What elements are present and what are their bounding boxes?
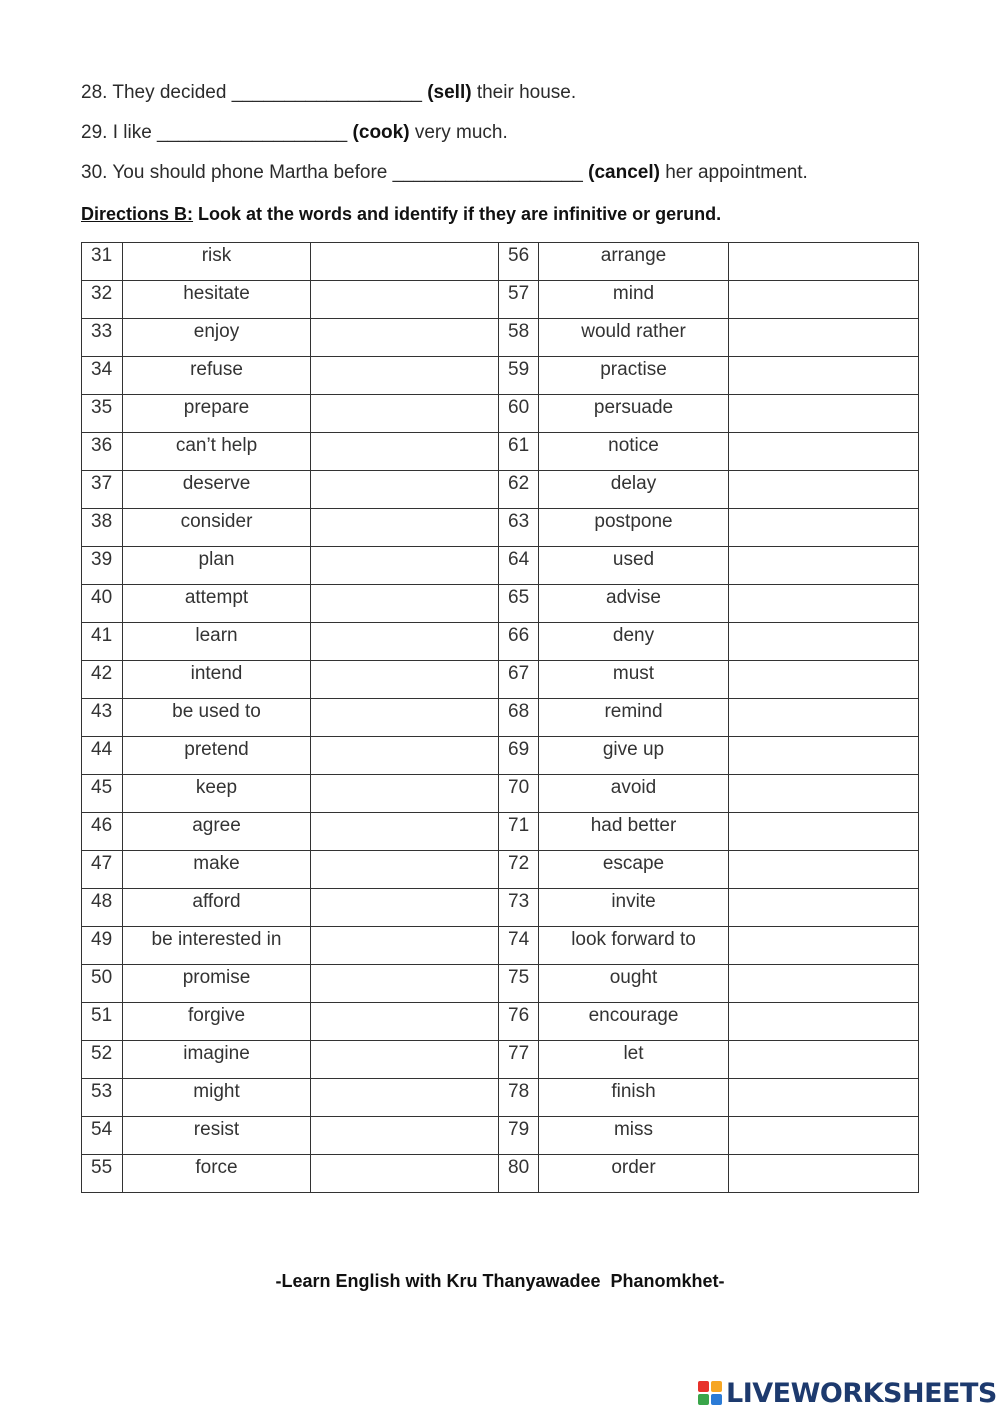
word-cell: would rather [539, 319, 729, 357]
answer-cell[interactable] [729, 243, 919, 281]
word-cell: must [539, 661, 729, 699]
word-cell: escape [539, 851, 729, 889]
word-cell: used [539, 547, 729, 585]
item-number: 65 [499, 585, 539, 623]
table-row [82, 357, 919, 395]
item-number: 38 [82, 509, 123, 547]
liveworksheets-logo-icon [697, 1380, 723, 1406]
item-number: 78 [499, 1079, 539, 1117]
answer-cell[interactable] [311, 509, 499, 547]
answer-cell[interactable] [311, 661, 499, 699]
item-number: 57 [499, 281, 539, 319]
word-cell: mind [539, 281, 729, 319]
answer-cell[interactable] [311, 357, 499, 395]
answer-cell[interactable] [729, 319, 919, 357]
table-row [82, 585, 919, 623]
word-cell: pretend [123, 737, 311, 775]
answer-blank[interactable]: __________________ [392, 162, 583, 183]
item-number: 60 [499, 395, 539, 433]
word-cell: resist [123, 1117, 311, 1155]
answer-cell[interactable] [729, 623, 919, 661]
answer-cell[interactable] [311, 889, 499, 927]
word-cell: finish [539, 1079, 729, 1117]
answer-cell[interactable] [311, 585, 499, 623]
answer-cell[interactable] [311, 851, 499, 889]
item-number: 71 [499, 813, 539, 851]
word-cell: postpone [539, 509, 729, 547]
answer-cell[interactable] [311, 927, 499, 965]
answer-cell[interactable] [729, 1117, 919, 1155]
answer-cell[interactable] [729, 395, 919, 433]
table-row [82, 471, 919, 509]
item-number: 79 [499, 1117, 539, 1155]
item-number: 39 [82, 547, 123, 585]
answer-cell[interactable] [729, 1155, 919, 1193]
word-cell: arrange [539, 243, 729, 281]
directions-b [81, 202, 721, 226]
item-number: 32 [82, 281, 123, 319]
sentence-text: her appointment. [659, 162, 808, 183]
word-cell: persuade [539, 395, 729, 433]
word-cell: enjoy [123, 319, 311, 357]
word-cell: learn [123, 623, 311, 661]
item-number: 41 [82, 623, 123, 661]
item-number: 44 [82, 737, 123, 775]
table-row [82, 775, 919, 813]
answer-cell[interactable] [311, 699, 499, 737]
table-row [82, 1117, 919, 1155]
answer-cell[interactable] [729, 509, 919, 547]
word-cell: deny [539, 623, 729, 661]
answer-cell[interactable] [311, 737, 499, 775]
word-cell: forgive [123, 1003, 311, 1041]
answer-cell[interactable] [311, 813, 499, 851]
answer-blank[interactable]: __________________ [231, 82, 422, 103]
table-row [82, 243, 919, 281]
item-number: 72 [499, 851, 539, 889]
item-number: 68 [499, 699, 539, 737]
word-cell: order [539, 1155, 729, 1193]
word-cell: advise [539, 585, 729, 623]
answer-cell[interactable] [729, 927, 919, 965]
word-cell: hesitate [123, 281, 311, 319]
answer-cell[interactable] [729, 775, 919, 813]
item-number: 34 [82, 357, 123, 395]
verb-hint: (cook) [352, 122, 410, 143]
word-cell: refuse [123, 357, 311, 395]
sentence-28 [81, 81, 576, 105]
answer-cell[interactable] [729, 1079, 919, 1117]
word-cell: force [123, 1155, 311, 1193]
word-cell: invite [539, 889, 729, 927]
word-cell: encourage [539, 1003, 729, 1041]
word-cell: avoid [539, 775, 729, 813]
word-cell: might [123, 1079, 311, 1117]
answer-cell[interactable] [729, 1041, 919, 1079]
answer-cell[interactable] [729, 357, 919, 395]
word-cell: had better [539, 813, 729, 851]
item-number: 40 [82, 585, 123, 623]
table-row [82, 927, 919, 965]
sentence-text: 30. You should phone Martha before [81, 162, 393, 183]
logo-text: LIVEWORKSHEETS [726, 1377, 997, 1409]
word-cell: make [123, 851, 311, 889]
word-cell: be interested in [123, 927, 311, 965]
table-row [82, 851, 919, 889]
answer-cell[interactable] [311, 965, 499, 1003]
answer-cell[interactable] [729, 433, 919, 471]
item-number: 54 [82, 1117, 123, 1155]
item-number: 33 [82, 319, 123, 357]
word-cell: plan [123, 547, 311, 585]
answer-cell[interactable] [729, 281, 919, 319]
item-number: 50 [82, 965, 123, 1003]
table-row [82, 737, 919, 775]
answer-cell[interactable] [729, 889, 919, 927]
answer-blank[interactable]: __________________ [157, 122, 348, 143]
answer-cell[interactable] [311, 775, 499, 813]
word-cell: afford [123, 889, 311, 927]
verb-hint: (sell) [427, 82, 472, 103]
table-row [82, 547, 919, 585]
table-row [82, 889, 919, 927]
item-number: 66 [499, 623, 539, 661]
word-table [81, 242, 919, 1193]
item-number: 56 [499, 243, 539, 281]
answer-cell[interactable] [311, 319, 499, 357]
word-cell: ought [539, 965, 729, 1003]
word-cell: can’t help [123, 433, 311, 471]
word-cell: look forward to [539, 927, 729, 965]
item-number: 74 [499, 927, 539, 965]
answer-cell[interactable] [729, 813, 919, 851]
table-row [82, 965, 919, 1003]
answer-cell[interactable] [311, 395, 499, 433]
answer-cell[interactable] [311, 1079, 499, 1117]
table-row [82, 509, 919, 547]
item-number: 70 [499, 775, 539, 813]
word-cell: intend [123, 661, 311, 699]
word-cell: consider [123, 509, 311, 547]
table-row [82, 395, 919, 433]
word-cell: deserve [123, 471, 311, 509]
item-number: 42 [82, 661, 123, 699]
directions-text: Look at the words and identify if they are infinitive or gerund. [193, 204, 722, 224]
answer-cell[interactable] [729, 851, 919, 889]
item-number: 36 [82, 433, 123, 471]
answer-cell[interactable] [729, 737, 919, 775]
sentence-text: 28. They decided [81, 82, 232, 103]
answer-cell[interactable] [311, 547, 499, 585]
item-number: 43 [82, 699, 123, 737]
item-number: 64 [499, 547, 539, 585]
item-number: 53 [82, 1079, 123, 1117]
word-cell: delay [539, 471, 729, 509]
item-number: 45 [82, 775, 123, 813]
word-cell: be used to [123, 699, 311, 737]
word-cell: let [539, 1041, 729, 1079]
sentence-29 [81, 121, 508, 145]
answer-cell[interactable] [311, 471, 499, 509]
footer-credit: -Learn English with Kru Thanyawadee Phanomkhet- [275, 1271, 725, 1291]
item-number: 52 [82, 1041, 123, 1079]
item-number: 69 [499, 737, 539, 775]
sentence-text: very much. [409, 122, 508, 143]
directions-label: Directions B: [81, 204, 194, 224]
answer-cell[interactable] [311, 1117, 499, 1155]
table-row [82, 813, 919, 851]
item-number: 61 [499, 433, 539, 471]
word-cell: notice [539, 433, 729, 471]
table-row [82, 1041, 919, 1079]
item-number: 77 [499, 1041, 539, 1079]
item-number: 59 [499, 357, 539, 395]
table-row [82, 1079, 919, 1117]
word-cell: keep [123, 775, 311, 813]
answer-cell[interactable] [311, 433, 499, 471]
word-cell: promise [123, 965, 311, 1003]
table-row [82, 1155, 919, 1193]
sentence-30 [81, 161, 808, 185]
word-cell: agree [123, 813, 311, 851]
item-number: 75 [499, 965, 539, 1003]
word-cell: give up [539, 737, 729, 775]
answer-cell[interactable] [311, 1041, 499, 1079]
answer-cell[interactable] [729, 965, 919, 1003]
item-number: 76 [499, 1003, 539, 1041]
item-number: 35 [82, 395, 123, 433]
sentence-text: their house. [471, 82, 577, 103]
answer-cell[interactable] [311, 243, 499, 281]
table-row [82, 699, 919, 737]
answer-cell[interactable] [311, 623, 499, 661]
word-cell: imagine [123, 1041, 311, 1079]
word-cell: practise [539, 357, 729, 395]
item-number: 80 [499, 1155, 539, 1193]
item-number: 49 [82, 927, 123, 965]
word-cell: prepare [123, 395, 311, 433]
item-number: 62 [499, 471, 539, 509]
table-row [82, 281, 919, 319]
sentence-text: 29. I like [81, 122, 158, 143]
verb-hint: (cancel) [588, 162, 660, 183]
word-cell: risk [123, 243, 311, 281]
item-number: 73 [499, 889, 539, 927]
answer-cell[interactable] [311, 1155, 499, 1193]
table-row [82, 661, 919, 699]
item-number: 47 [82, 851, 123, 889]
word-cell: attempt [123, 585, 311, 623]
liveworksheets-logo [697, 1378, 997, 1408]
answer-cell[interactable] [729, 585, 919, 623]
table-row [82, 1003, 919, 1041]
item-number: 31 [82, 243, 123, 281]
item-number: 63 [499, 509, 539, 547]
answer-cell[interactable] [729, 471, 919, 509]
word-cell: remind [539, 699, 729, 737]
answer-cell[interactable] [729, 547, 919, 585]
table-row [82, 433, 919, 471]
answer-cell[interactable] [729, 661, 919, 699]
answer-cell[interactable] [311, 1003, 499, 1041]
item-number: 37 [82, 471, 123, 509]
item-number: 67 [499, 661, 539, 699]
word-cell: miss [539, 1117, 729, 1155]
item-number: 51 [82, 1003, 123, 1041]
answer-cell[interactable] [729, 1003, 919, 1041]
item-number: 46 [82, 813, 123, 851]
table-row [82, 319, 919, 357]
item-number: 55 [82, 1155, 123, 1193]
item-number: 48 [82, 889, 123, 927]
table-row [82, 623, 919, 661]
answer-cell[interactable] [729, 699, 919, 737]
answer-cell[interactable] [311, 281, 499, 319]
item-number: 58 [499, 319, 539, 357]
